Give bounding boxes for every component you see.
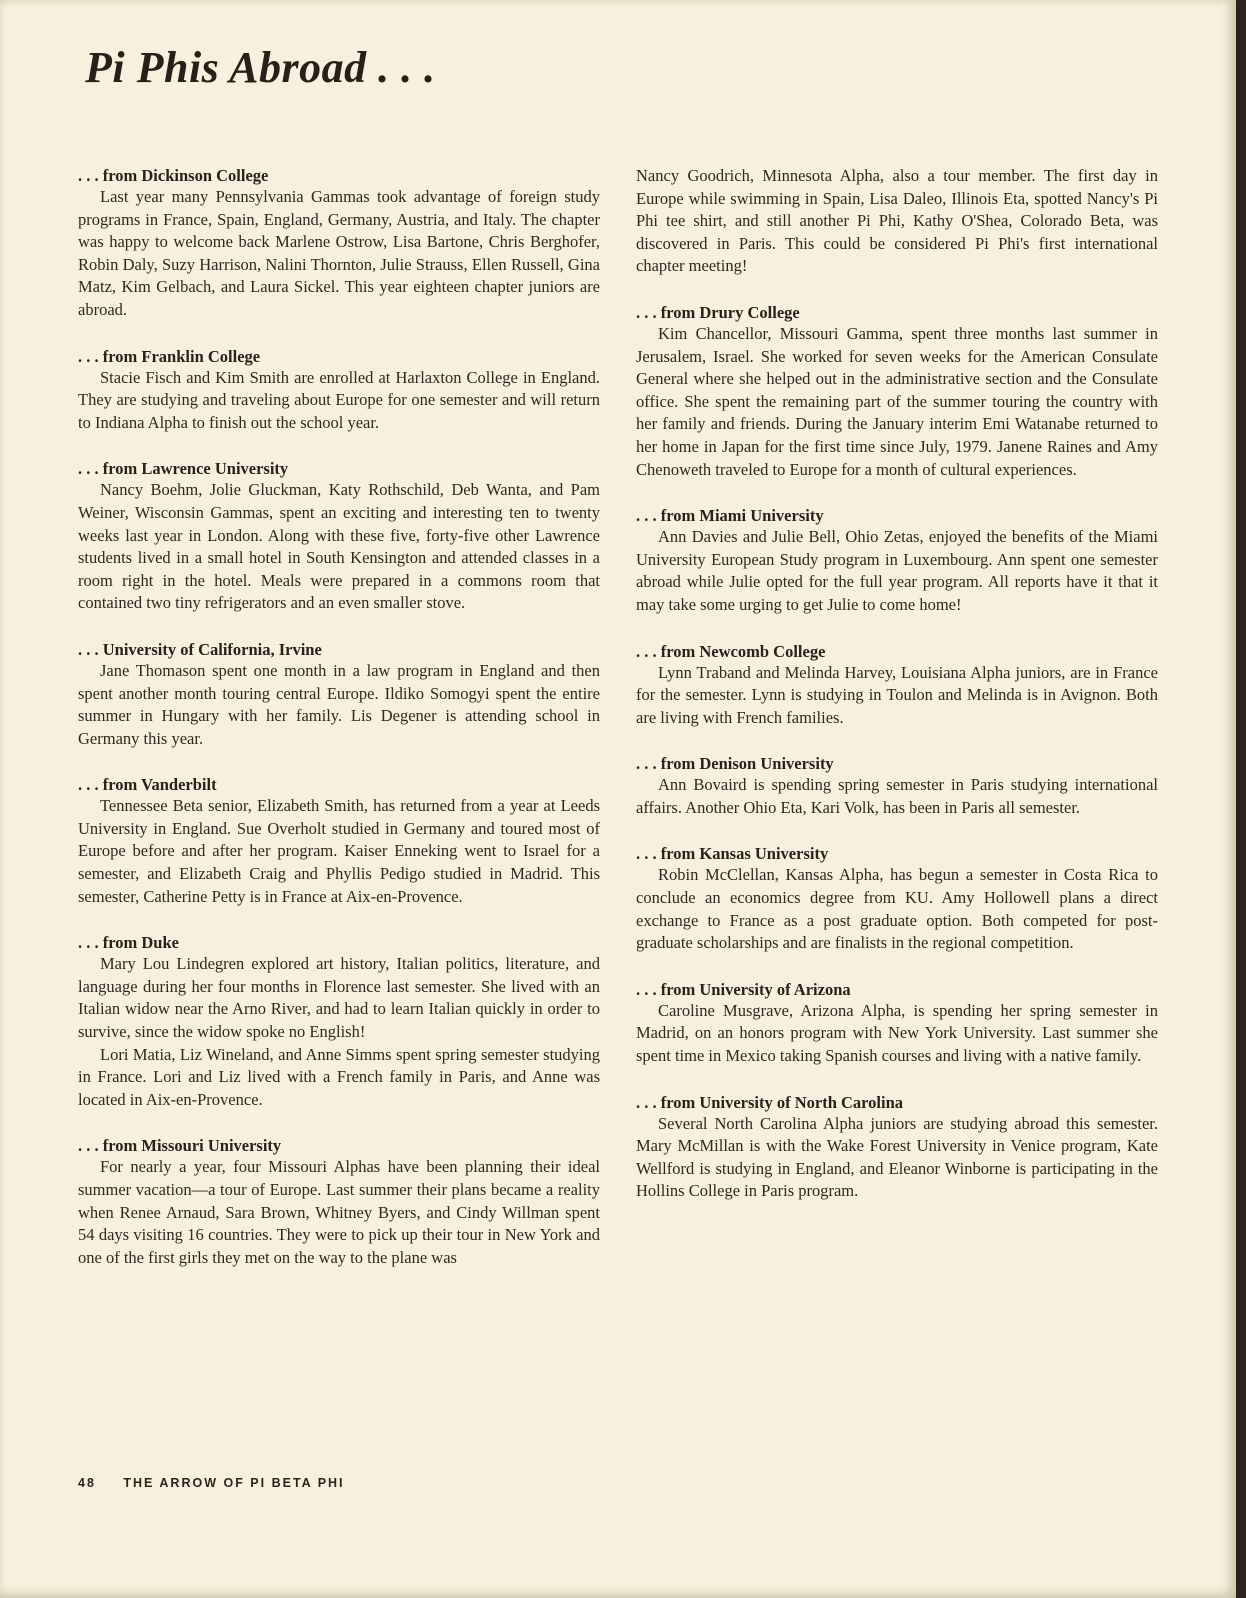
article-heading: . . . from Duke (78, 933, 179, 953)
page-footer (78, 1476, 345, 1490)
article (78, 346, 600, 435)
article-heading: . . . from Kansas University (636, 844, 829, 864)
article-paragraph: Lori Matia, Liz Wineland, and Anne Simms spent spring semester studying in France. Lori and Liz lived with a French family in Paris, and Anne was located in Aix-en-Provence. (78, 1044, 600, 1109)
article-heading: . . . from University of Arizona (636, 979, 851, 999)
article (636, 979, 1158, 1068)
article-paragraph: Caroline Musgrave, Arizona Alpha, is spending her spring semester in Madrid, on an honors program with New York University. Last summer she spent time in Mexico taking Spanish courses and living with a native family. (636, 1000, 1158, 1066)
article-heading: . . . from Denison University (636, 754, 834, 774)
article-paragraph: Nancy Goodrich, Minnesota Alpha, also a tour member. The first day in Europe while swimming in Spain, Lisa Daleo, Illinois Eta, spotted Nancy's Pi Phi tee shirt, and still another Pi Phi, Kathy O'Shea, Colorado Beta, was discovered in Paris. This could be considered Pi Phi's first international chapter meeting! (636, 166, 1158, 276)
article (78, 1135, 600, 1269)
article-paragraph: Lynn Traband and Melinda Harvey, Louisiana Alpha juniors, are in France for the semester. Lynn is studying in Toulon and Melinda is in Avignon. Both are living with French families. (636, 662, 1158, 727)
article-paragraph: Robin McClellan, Kansas Alpha, has begun a semester in Costa Rica to conclude an economics degree from KU. Amy Hollowell plans a direct exchange to France as a post graduate option. Both competed for post-graduate scholarships and are finalists in the regional competition. (636, 865, 1158, 953)
page-number: 48 (78, 1476, 96, 1490)
article (78, 639, 600, 750)
article (636, 1092, 1158, 1203)
article-paragraph: Kim Chancellor, Missouri Gamma, spent three months last summer in Jerusalem, Israel. She worked for seven weeks for the American Consulate General where she helped out in the administrative section and the Consulate office. She spent the remaining part of the summer touring the country with her family and friends. During the January interim Emi Watanabe returned to her home in Japan for the first time since July, 1979. Janene Raines and Amy Chenoweth traveled to Europe for a month of cultural experiences. (636, 323, 1158, 479)
article-paragraph: Several North Carolina Alpha juniors are studying abroad this semester. Mary McMillan is with the Wake Forest University in Venice program, Kate Wellford is studying in England, and Eleanor Winborne is participating in the Hollins College in Paris program. (636, 1113, 1158, 1201)
article-heading: . . . University of California, Irvine (78, 639, 322, 659)
article-heading: . . . from Franklin College (78, 346, 261, 366)
article-paragraph: For nearly a year, four Missouri Alphas have been planning their ideal summer vacation—a tour of Europe. Last summer their plans became a reality when Renee Arnaud, Sara Brown, Whitney Byers, and Cindy Willman spent 54 days visiting 16 countries. They were to pick up their tour in New York and one of the first girls they met on the way to the plane was (78, 1157, 600, 1267)
article-paragraph: Jane Thomason spent one month in a law program in England and then spent another month touring central Europe. Ildiko Somogyi spent the entire summer in Hungary with her family. Lis Degener is attending school in Germany this year. (78, 660, 600, 748)
article-heading: . . . from Lawrence University (78, 459, 289, 479)
article-heading: . . . from Dickinson College (78, 166, 269, 185)
article-paragraph: Last year many Pennsylvania Gammas took advantage of foreign study programs in France, Spain, England, Germany, Austria, and Italy. The chapter was happy to welcome back Marlene Ostrow, Lisa Bartone, Chris Berghofer, Robin Daly, Suzy Harrison, Nalini Thornton, Julie Strauss, Ellen Russell, Gina Matz, Kim Gelbach, and Laura Sickel. This year eighteen chapter juniors are abroad. (78, 187, 600, 319)
article (78, 774, 600, 908)
article (78, 932, 600, 1111)
article-heading: . . . from University of North Carolina (636, 1092, 904, 1112)
article-heading: . . . from Newcomb College (636, 641, 826, 661)
article (78, 458, 600, 615)
article-paragraph: Mary Lou Lindegren explored art history, Italian politics, literature, and language during her four months in Florence last semester. She lived with an Italian widow near the Arno River, and had to learn Italian quickly in order to survive, since the widow spoke no English! (78, 954, 600, 1042)
article-paragraph: Ann Bovaird is spending spring semester in Paris studying international affairs. Another Ohio Eta, Kari Volk, has been in Paris all semester. (636, 775, 1158, 817)
left-column (78, 165, 600, 1293)
article-paragraph: Ann Davies and Julie Bell, Ohio Zetas, enjoyed the benefits of the Miami University European Study program in Luxembourg. Ann spent one semester abroad while Julie opted for the full year program. All reports have it that it may take some urging to get Julie to come home! (636, 527, 1158, 614)
article (636, 641, 1158, 730)
article (636, 505, 1158, 616)
article (636, 753, 1158, 819)
article-heading: . . . from Drury College (636, 302, 800, 322)
article-heading: . . . from Missouri University (78, 1136, 282, 1156)
article (78, 165, 600, 322)
article (636, 843, 1158, 954)
publication-name: THE ARROW OF PI BETA PHI (123, 1476, 345, 1490)
article-heading: . . . from Vanderbilt (78, 775, 217, 795)
article-paragraph: Nancy Boehm, Jolie Gluckman, Katy Rothschild, Deb Wanta, and Pam Weiner, Wisconsin Gammas, spent an exciting and interesting ten to twenty weeks last year in London. Along with these five, forty-five other Lawrence students lived in a small hotel in South Kensington and attended classes in a room right in the hotel. Meals were prepared in a commons room that contained two tiny refrigerators and an even smaller stove. (78, 480, 600, 613)
right-column (636, 165, 1158, 1227)
page-title: Pi Phis Abroad . . . (85, 43, 436, 92)
article (636, 302, 1158, 481)
article-heading: . . . from Miami University (636, 506, 824, 526)
article (636, 165, 1158, 278)
article-paragraph: Tennessee Beta senior, Elizabeth Smith, has returned from a year at Leeds University in England. Sue Overholt studied in Germany and toured most of Europe before and after her program. Kaiser Enneking went to Israel for a semester, and Elizabeth Craig and Phyllis Pedigo studied in Madrid. This semester, Catherine Petty is in France at Aix-en-Provence. (78, 796, 600, 906)
article-paragraph: Stacie Fisch and Kim Smith are enrolled at Harlaxton College in England. They are studying and traveling about Europe for one semester and will return to Indiana Alpha to finish out the school year. (78, 367, 600, 432)
